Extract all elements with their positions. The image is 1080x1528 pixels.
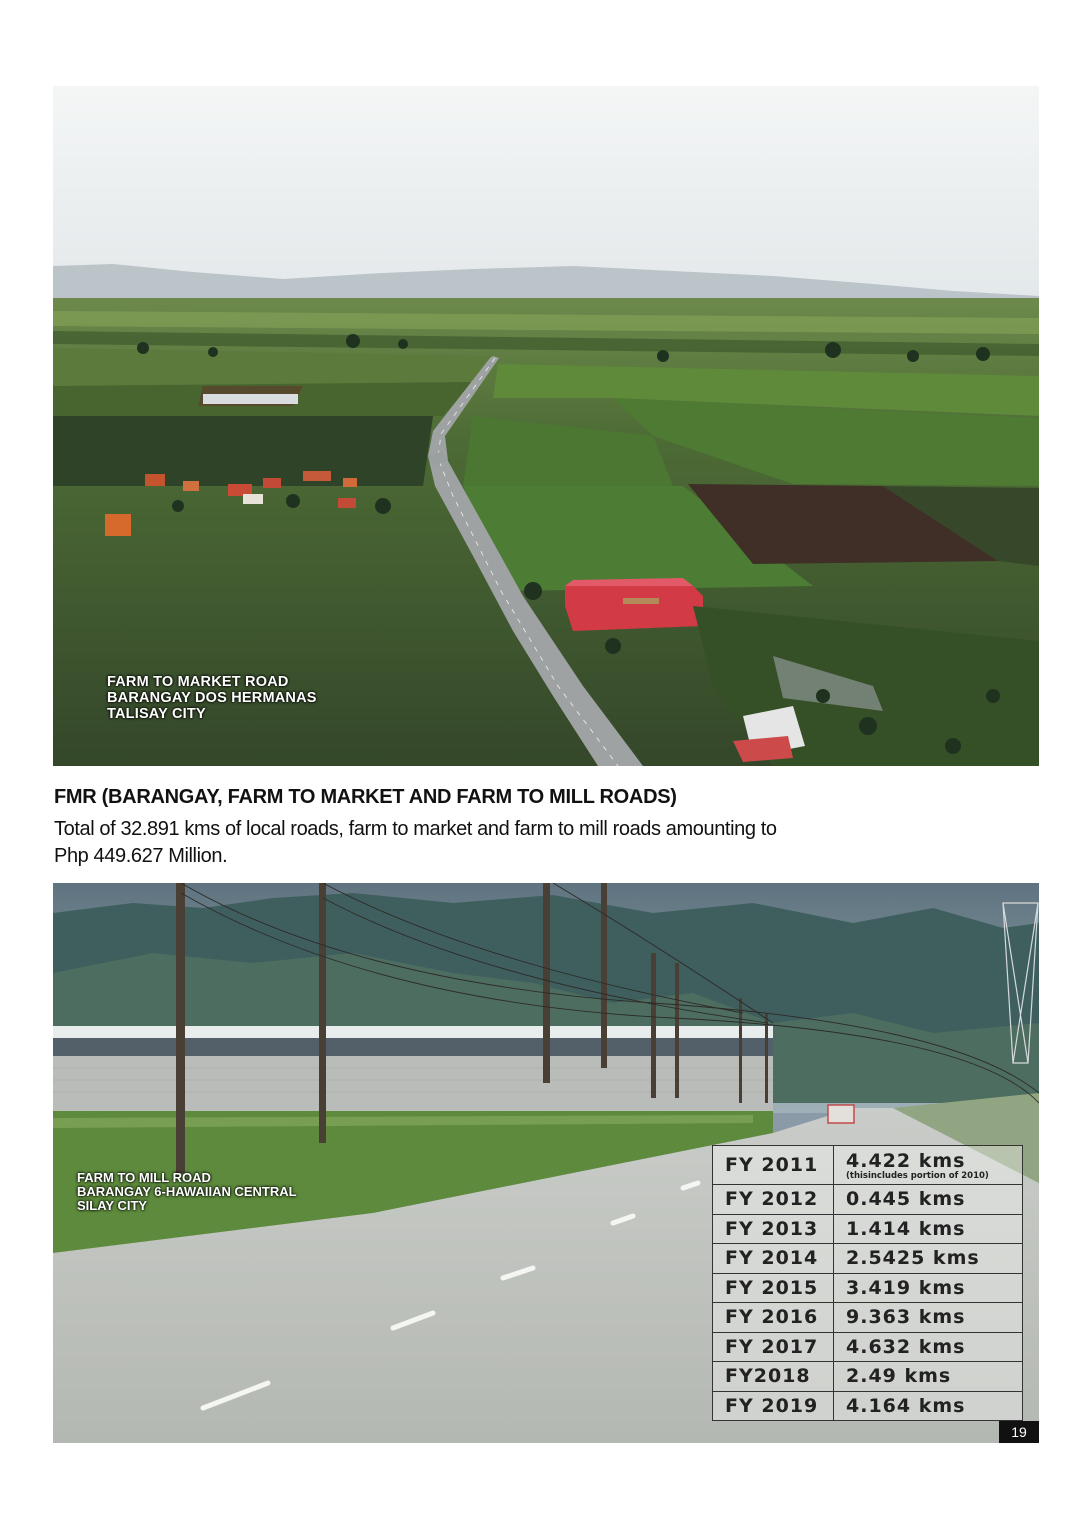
photo2-caption bbox=[77, 1171, 297, 1213]
aerial-farm-road-photo bbox=[53, 86, 1039, 766]
year-cell: FY 2011 bbox=[713, 1146, 834, 1185]
year-cell: FY 2015 bbox=[713, 1273, 834, 1303]
year-cell: FY 2017 bbox=[713, 1332, 834, 1362]
section-body bbox=[54, 816, 934, 870]
body-line: Total of 32.891 kms of local roads, farm to market and farm to mill roads amounting to bbox=[54, 818, 777, 840]
page-number: 19 bbox=[999, 1421, 1039, 1443]
photo1-caption-line: TALISAY CITY bbox=[107, 706, 206, 722]
kms-cell: 4.164 kms bbox=[834, 1391, 1023, 1421]
photo2-caption-line: BARANGAY 6-HAWAIIAN CENTRAL bbox=[77, 1184, 297, 1199]
year-cell: FY 2019 bbox=[713, 1391, 834, 1421]
kms-cell bbox=[834, 1146, 1023, 1185]
road-length-table bbox=[712, 1145, 1023, 1421]
section-headline: FMR (BARANGAY, FARM TO MARKET AND FARM TO MILL ROADS) bbox=[54, 786, 677, 808]
body-line: Php 449.627 Million. bbox=[54, 845, 228, 867]
photo1-caption-line: BARANGAY DOS HERMANAS bbox=[107, 690, 317, 706]
kms-cell: 2.5425 kms bbox=[834, 1244, 1023, 1274]
photo1-caption bbox=[107, 674, 317, 722]
year-cell: FY 2013 bbox=[713, 1214, 834, 1244]
table-row bbox=[713, 1362, 1023, 1392]
aerial-farm-road-illustration bbox=[53, 86, 1039, 766]
year-cell: FY 2016 bbox=[713, 1303, 834, 1333]
table-row bbox=[713, 1244, 1023, 1274]
photo2-caption-line: SILAY CITY bbox=[77, 1198, 148, 1213]
table-row bbox=[713, 1332, 1023, 1362]
kms-cell: 4.632 kms bbox=[834, 1332, 1023, 1362]
photo2-caption-line: FARM TO MILL ROAD bbox=[77, 1170, 211, 1185]
table-row bbox=[713, 1273, 1023, 1303]
table-row bbox=[713, 1185, 1023, 1215]
year-cell: FY 2014 bbox=[713, 1244, 834, 1274]
table-row bbox=[713, 1391, 1023, 1421]
kms-note: (thisincludes portion of 2010) bbox=[846, 1170, 989, 1181]
kms-cell: 1.414 kms bbox=[834, 1214, 1023, 1244]
kms-cell: 2.49 kms bbox=[834, 1362, 1023, 1392]
kms-value: 4.422 kms bbox=[846, 1149, 966, 1172]
photo1-caption-line: FARM TO MARKET ROAD bbox=[107, 674, 289, 690]
year-cell: FY2018 bbox=[713, 1362, 834, 1392]
kms-cell: 3.419 kms bbox=[834, 1273, 1023, 1303]
table-row bbox=[713, 1303, 1023, 1333]
year-cell: FY 2012 bbox=[713, 1185, 834, 1215]
table-row bbox=[713, 1146, 1023, 1185]
table-row bbox=[713, 1214, 1023, 1244]
farm-to-mill-road-photo bbox=[53, 883, 1039, 1443]
kms-cell: 9.363 kms bbox=[834, 1303, 1023, 1333]
kms-cell: 0.445 kms bbox=[834, 1185, 1023, 1215]
